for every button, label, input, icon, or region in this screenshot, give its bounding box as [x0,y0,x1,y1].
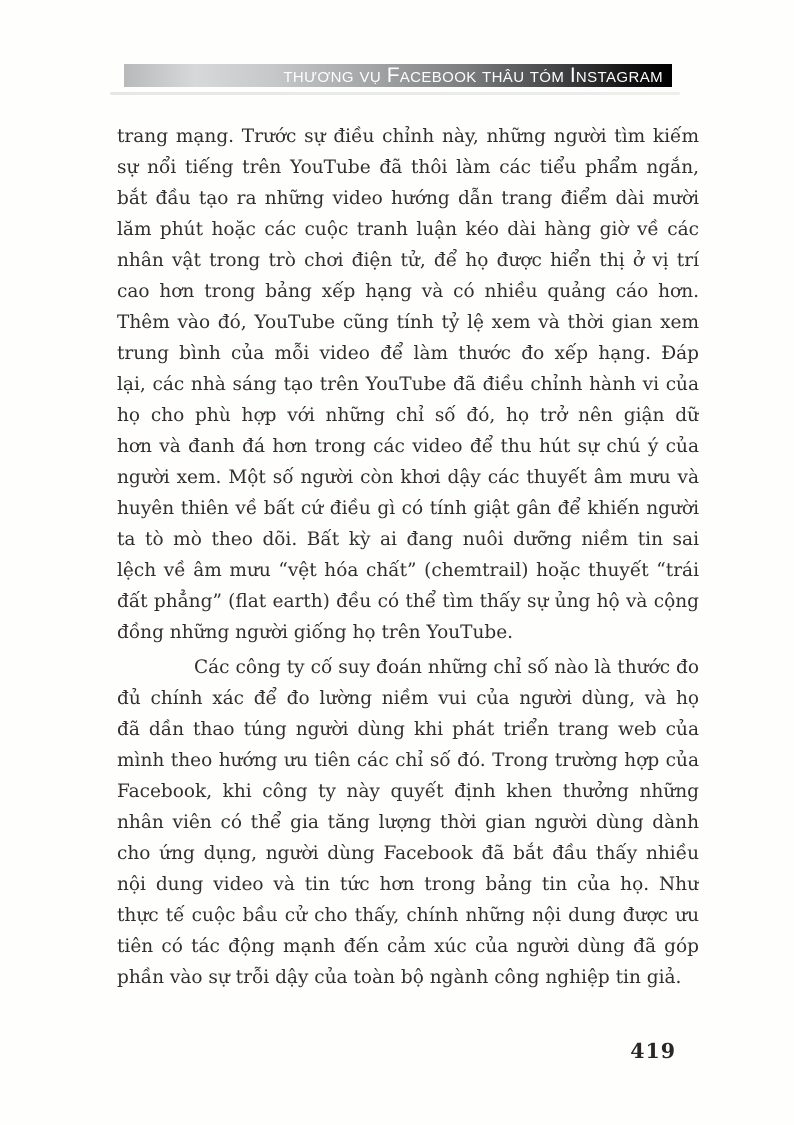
text-line: cao hơn trong bảng xếp hạng và có nhiều quảng cáo hơn. [117,281,699,302]
chapter-title [283,64,663,87]
text-line: đã dần thao túng người dùng khi phát triển trang web của [117,719,699,740]
text-line: nhân vật trong trò chơi điện tử, để họ được hiển thị ở vị trí [117,250,699,271]
text-line: trung bình của mỗi video để làm thước đo xếp hạng. Đáp [117,343,699,364]
text-line: thực tế cuộc bầu cử cho thấy, chính những nội dung được ưu [117,905,699,926]
page-number: 419 [630,1039,676,1063]
paragraph [117,121,699,648]
running-head-bar [124,64,672,87]
text-line: cho ứng dụng, người dùng Facebook đã bắt đầu thấy nhiều [117,843,699,864]
brand-word: FACEBOOK [386,64,477,87]
text-line: hơn và đanh đá hơn trong các video để thu hút sự chú ý của [117,436,699,457]
text-line: nội dung video và tin tức hơn trong bảng tin của họ. Như [117,874,699,895]
text-line: người xem. Một số người còn khơi dậy các thuyết âm mưu và [117,467,699,488]
text-line: nhân viên có thể gia tăng lượng thời gian người dùng dành [117,812,699,833]
text-line: đất phẳng” (flat earth) đều có thể tìm thấy sự ủng hộ và cộng [117,591,699,612]
text-line: bắt đầu tạo ra những video hướng dẫn trang điểm dài mười [117,188,699,209]
title-word: THƯƠNG VỤ [283,69,382,86]
paragraph [117,652,699,993]
text-line: tiên có tác động mạnh đến cảm xúc của người dùng đã góp [117,936,699,957]
brand-initial: F [386,64,400,87]
title-word: THÂU TÓM [482,69,565,86]
brand-word: INSTAGRAM [569,64,663,87]
brand-initial: I [569,64,576,87]
text-line: phần vào sự trỗi dậy của toàn bộ ngành công nghiệp tin giả. [117,967,682,988]
text-line: lăm phút hoặc các cuộc tranh luận kéo dài hàng giờ về các [117,219,699,240]
text-line: mình theo hướng ưu tiên các chỉ số đó. Trong trường hợp của [117,750,699,771]
text-line: đồng những người giống họ trên YouTube. [117,622,514,643]
text-line: sự nổi tiếng trên YouTube đã thôi làm các tiểu phẩm ngắn, [117,157,699,178]
scan-artifact-line [110,92,680,95]
text-line: đủ chính xác để đo lường niềm vui của người dùng, và họ [117,688,699,709]
text-line: Thêm vào đó, YouTube cũng tính tỷ lệ xem và thời gian xem [117,312,699,333]
text-line: ta tò mò theo dõi. Bất kỳ ai đang nuôi dưỡng niềm tin sai [117,529,699,550]
text-line: họ cho phù hợp với những chỉ số đó, họ trở nên giận dữ [117,405,699,426]
text-line: Facebook, khi công ty này quyết định khen thưởng những [117,781,699,802]
text-line: Các công ty cố suy đoán những chỉ số nào là thước đo [194,657,699,678]
body-text [117,121,699,993]
text-line: huyên thiên về bất cứ điều gì có tính giật gân để khiến người [117,498,699,519]
text-line: trang mạng. Trước sự điều chỉnh này, những người tìm kiếm [117,126,699,147]
text-line: lại, các nhà sáng tạo trên YouTube đã điều chỉnh hành vi của [117,374,699,395]
text-line: lệch về âm mưu “vệt hóa chất” (chemtrail) hoặc thuyết “trái [117,560,699,581]
